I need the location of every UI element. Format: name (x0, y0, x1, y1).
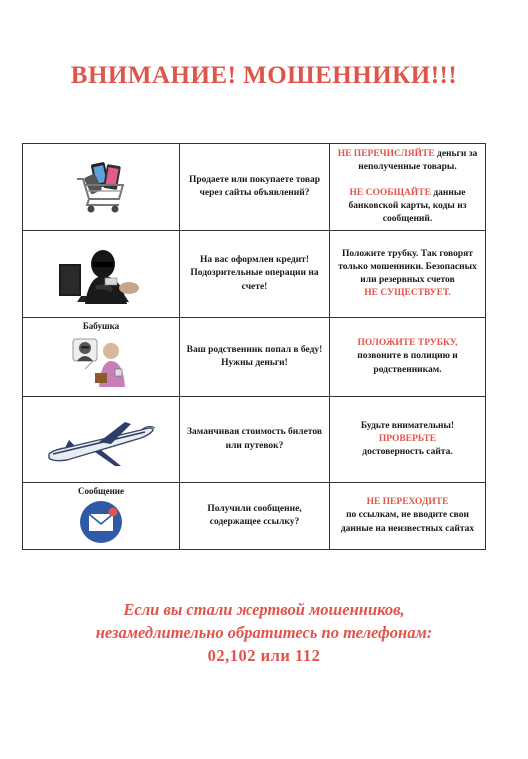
row-image-cell (23, 144, 180, 231)
page-title: ВНИМАНИЕ! МОШЕННИКИ!!! (70, 62, 458, 89)
answer-warning: ПОЛОЖИТЕ ТРУБКУ, (357, 338, 458, 349)
table-row (23, 231, 486, 318)
row-answer (330, 318, 486, 397)
image-label: Бабушка (82, 321, 120, 331)
footer-notice (0, 598, 528, 667)
answer-text: Будьте внимательны! (360, 420, 455, 431)
row-question: Получили сообщение, содержащее ссылку? (180, 483, 330, 550)
table-row (23, 397, 486, 483)
answer-warning: ПРОВЕРЬТЕ (378, 433, 437, 444)
row-question: На вас оформлен кредит! Подозрительные операции на счете! (180, 231, 330, 318)
answer-warning: НЕ СУЩЕСТВУЕТ. (364, 288, 451, 299)
answer-text: Положите трубку. Так говорят только мошенники. Безопасных или резервных счетов (338, 248, 477, 285)
row-question: Заманчивая стоимость билетов или путевок? (180, 397, 330, 483)
table-row (23, 483, 486, 550)
row-image-cell (23, 318, 180, 397)
answer-warning: НЕ ПЕРЕЧИСЛЯЙТЕ (337, 148, 435, 159)
row-answer (330, 144, 486, 231)
message-envelope-icon (78, 499, 124, 545)
table-row (23, 318, 486, 397)
answer-text: деньги за неполученные товары. (358, 148, 478, 172)
footer-line-2: незамедлительно обратитесь по телефонам: (95, 623, 433, 642)
image-label: Сообщение (78, 486, 124, 496)
airplane-icon (45, 410, 157, 470)
footer-phones: 02,102 или 112 (207, 646, 321, 665)
row-question: Ваш родственник попал в беду! Нужны деньги! (180, 318, 330, 397)
answer-text: позвоните в полицию и родственникам. (357, 351, 458, 375)
table-row (23, 144, 486, 231)
answer-warning: НЕ ПЕРЕХОДИТЕ (366, 497, 449, 508)
row-answer (330, 483, 486, 550)
row-image-cell (23, 483, 180, 550)
answer-text: достоверность сайта. (362, 447, 453, 458)
row-image-cell (23, 231, 180, 318)
grandmother-thief-icon (71, 335, 131, 389)
answer-text: по ссылкам, не вводите свои данные на неизвестных сайтах (340, 510, 475, 534)
fraud-table (22, 143, 486, 550)
answer-warning: НЕ СООБЩАЙТЕ (349, 188, 431, 198)
row-answer (330, 231, 486, 318)
answer-text: данные банковской карты, коды из сообщений. (348, 188, 467, 225)
row-answer (330, 397, 486, 483)
row-question: Продаете или покупаете товар через сайты объявлений? (180, 144, 330, 231)
row-image-cell (23, 397, 180, 483)
footer-line-1: Если вы стали жертвой мошенников, (123, 600, 405, 619)
shopping-cart-phones-icon (71, 157, 131, 217)
hacker-laptop-icon (55, 242, 147, 306)
